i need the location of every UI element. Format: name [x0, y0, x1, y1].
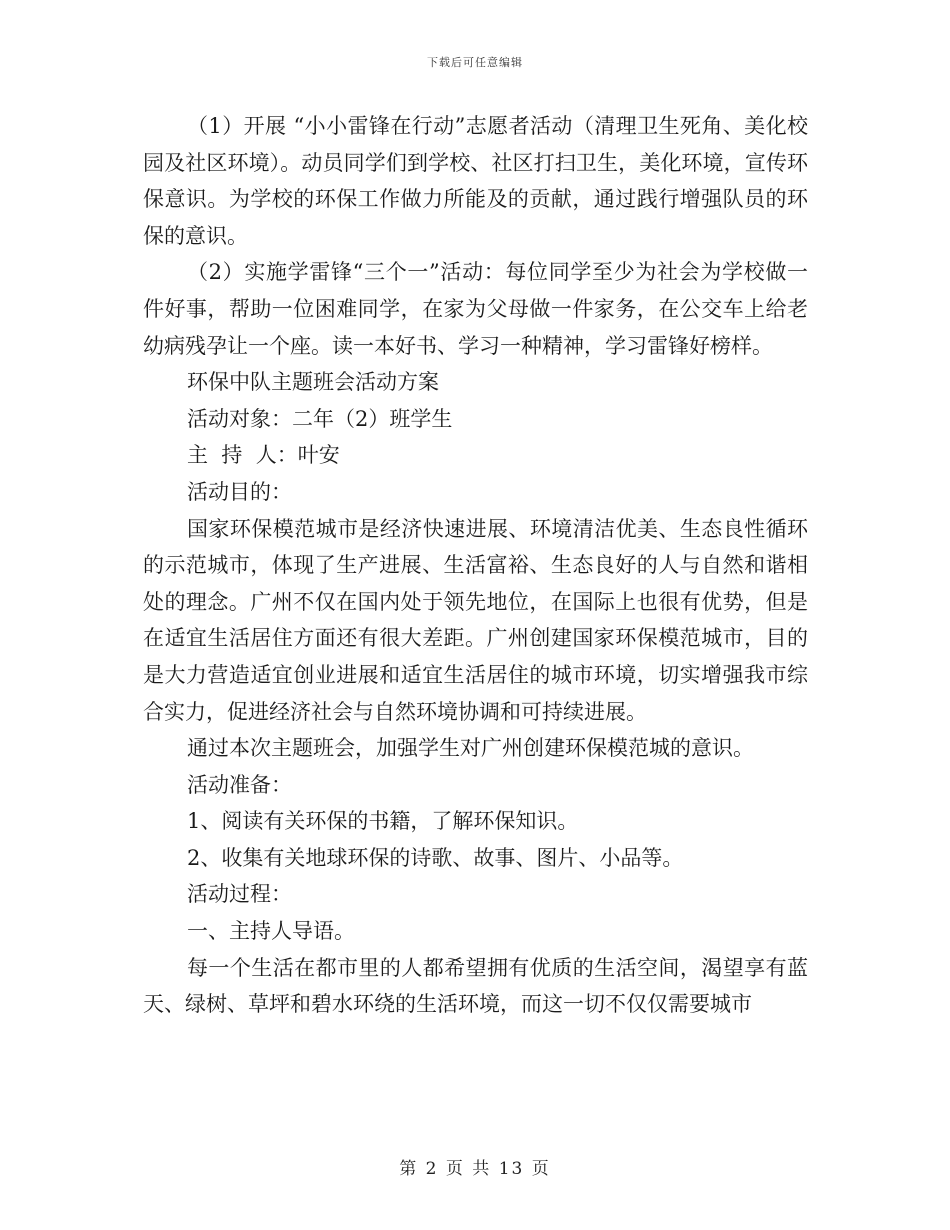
host-line: 主 持 人：叶安 — [187, 443, 340, 468]
intro-paragraph: 每一个生活在都市里的人都希望拥有优质的生活空间，渴望享有蓝天、绿树、草坪和碧水环绕的生活环境，而这一切不仅仅需要城市 — [143, 955, 808, 1017]
paragraph-activity-1: （1）开展 “小小雷锋在行动”志愿者活动（清理卫生死角、美化校园及社区环境）。动员同学们到学校、社区打扫卫生，美化环境，宣传环保意识。为学校的环保工作做力所能及的贡献，通过践行增强队员的环保的意识。 — [143, 114, 808, 248]
page-number: 第 2 页 共 13 页 — [399, 1159, 551, 1179]
purpose-paragraph: 国家环保模范城市是经济快速进展、环境清洁优美、生态良性循环的示范城市，体现了生产进展、生活富裕、生态良好的人与自然和谐相处的理念。广州不仅在国内处于领先地位，在国际上也很有优势，但是在适宜生活居住方面还有很大差距。广州创建国家环保模范城市，目的是大力营造适宜创业进展和适宜生活居住的城市环境，切实增强我市综合实力，促进经济社会与自然环境协调和可持续进展。 — [143, 516, 808, 724]
preparation-heading: 活动准备： — [187, 772, 292, 797]
process-step-1: 一、主持人导语。 — [187, 919, 355, 944]
page-header: 下载后可任意编辑 — [427, 56, 523, 69]
preparation-item-2: 2、收集有关地球环保的诗歌、故事、图片、小品等。 — [187, 845, 684, 870]
purpose-summary: 通过本次主题班会，加强学生对广州创建环保模范城的意识。 — [187, 736, 754, 761]
activity-target: 活动对象：二年（2）班学生 — [187, 406, 453, 431]
process-heading: 活动过程： — [187, 882, 292, 907]
paragraph-activity-2: （2）实施学雷锋“三个一”活动：每位同学至少为社会为学校做一件好事，帮助一位困难同学，在家为父母做一件家务，在公交车上给老幼病残孕让一个座。读一本好书、学习一种精神，学习雷锋好榜样。 — [143, 260, 808, 358]
section-title: 环保中队主题班会活动方案 — [187, 370, 439, 395]
purpose-heading: 活动目的： — [187, 479, 292, 504]
document-body — [143, 108, 808, 1023]
preparation-item-1: 1、阅读有关环保的书籍，了解环保知识。 — [187, 809, 579, 834]
